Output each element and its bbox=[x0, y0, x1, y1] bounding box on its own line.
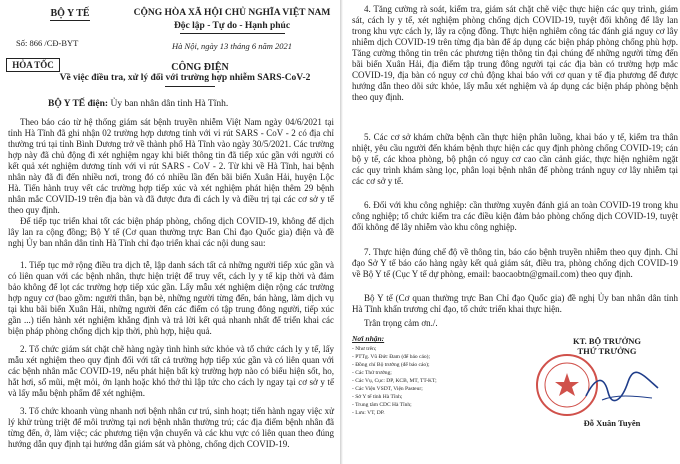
signer-name: Đỗ Xuân Tuyên bbox=[583, 418, 641, 428]
recipient-line bbox=[48, 99, 338, 109]
ministry-name: BỘ Y TẾ bbox=[50, 8, 90, 19]
signature-title-2: THỨ TRƯỞNG bbox=[577, 346, 637, 356]
national-motto: Độc lập - Tự do - Hạnh phúc bbox=[173, 21, 291, 31]
recipient-item: - PTTg. Vũ Đức Đam (để báo cáo); bbox=[352, 354, 431, 360]
page-right bbox=[342, 0, 680, 464]
item-5-paragraph: 5. Các cơ sở khám chữa bệnh cần thực hiện phân luồng, khai báo y tế, kiểm tra thân nhiệt, yêu cầu người đến khám bệnh thực hiện các quy định phòng chống COVID-19; cán bộ y tế, các khoa phòng, bộ phận có nguy cơ cao cần cảnh giác, thực hiện nghiêm ngặt các quy trình khám sàng lọc, phân loại bệnh nhân để phòng tránh nguy cơ lây nhiễm tại các cơ sở y tế. bbox=[352, 132, 678, 186]
intro2-paragraph: Để tiếp tục triển khai tốt các biện pháp phòng, chống dịch COVID-19, không để dịch lây lan ra cộng đồng; Bộ Y tế (Cơ quan thường trực Ban Chỉ đạo Quốc gia) điện và đề nghị Ủy ban nhân dân tỉnh Hà Tĩnh chỉ đạo triển khai các nội dung sau: bbox=[8, 216, 334, 248]
recipient-label: BỘ Y TẾ điện: bbox=[48, 99, 109, 109]
recipient-item: - Sở Y tế tỉnh Hà Tĩnh; bbox=[352, 394, 403, 400]
closing-paragraph: Bộ Y tế (Cơ quan thường trực Ban Chỉ đạo Quốc gia) đề nghị Ủy ban nhân dân tỉnh Hà Tĩnh khẩn trương chỉ đạo, tổ chức triển khai thực hiện. bbox=[352, 293, 678, 314]
item-1-paragraph: 1. Tiếp tục mở rộng điều tra dịch tễ, lập danh sách tất cả những người tiếp xúc gần và có liên quan với các bệnh nhân, thực hiện triệt để truy vết, cách ly y tế kịp thời và đảm bảo không để lọt các trường hợp tiếp xúc gần. Lấy mẫu xét nghiệm diện rộng các trường hợp nguy cơ (bao gồm: người thân, bạn bè, những người từng đến, bán hàng, làm dịch vụ tại khu bãi biển Xuân Hải, những người đến các điểm có tập trung đông người, tiếp xúc gần ...) tiến hành xét nghiệm khẳng định và trả lời kết quả nhanh nhất để triển khai các biện pháp phòng chống dịch kịp thời, phù hợp, hiệu quả. bbox=[8, 260, 334, 336]
document-subject: Về việc điều tra, xử lý đối với trường hợp nhiễm SARS-CoV-2 bbox=[59, 73, 311, 83]
recipient-name: Ủy ban nhân dân tỉnh Hà Tĩnh. bbox=[110, 99, 229, 109]
recipients-block bbox=[352, 334, 522, 423]
recipient-item: - Như trên; bbox=[352, 346, 377, 352]
document-number: Số: 866 /CĐ-BYT bbox=[16, 38, 79, 48]
signature-title-1: KT. BỘ TRƯỞNG bbox=[572, 336, 642, 346]
recipients-label: Nơi nhận: bbox=[352, 334, 385, 343]
recipient-item: - Các Thứ trưởng; bbox=[352, 370, 392, 376]
place-date: Hà Nội, ngày 13 tháng 6 năm 2021 bbox=[172, 41, 292, 51]
subject-underline bbox=[165, 86, 215, 87]
ministry-underline bbox=[50, 20, 90, 21]
motto-underline bbox=[180, 33, 285, 34]
regards-line: Trân trọng cảm ơn./. bbox=[364, 318, 438, 328]
item-6-paragraph: 6. Đối với khu công nghiệp: cần thường xuyên đánh giá an toàn COVID-19 trong khu công nghiệp; tổ chức kiểm tra các điều kiện đảm bảo phòng chống dịch COVID-19, tuyệt đối không để lây nhiễm vào khu công nghiệp. bbox=[352, 200, 678, 232]
recipient-item: - Trung tâm CDC Hà Tĩnh; bbox=[352, 402, 412, 408]
intro-paragraph: Theo báo cáo từ hệ thống giám sát bệnh truyền nhiễm Việt Nam ngày 04/6/2021 tại tỉnh Hà Tĩnh đã ghi nhận 02 trường hợp dương tính với vi rút SARS - CoV - 2 có địa chỉ thường trú tại tỉnh Bình Dương trở về thành phố Hà Tĩnh vào ngày 30/5/2021. Các trường hợp này đã chủ động đi xét nghiệm ngay khi biết thông tin đã tiếp xúc gần với người có kết quả xét nghiệm dương tính với vi rút SARS - CoV - 2. Từ khi về Hà Tĩnh, hai bệnh nhân này đã đi đến nhiều nơi, trong đó có nhiều lần đến bãi biển Xuân Hải, huyện Lộc Hà. Tiến hành truy vết các trường hợp tiếp xúc và xét nghiệm phát hiện thêm 29 bệnh nhân mắc COVID-19 trên địa bàn và đã được đưa đi cách ly và điều trị tại các cơ sở y tế theo quy định. bbox=[8, 117, 334, 215]
recipient-item: - Đồng chí Bộ trưởng (để báo cáo); bbox=[352, 362, 430, 368]
handwritten-signature-icon bbox=[582, 370, 662, 406]
item-3-paragraph: 3. Tổ chức khoanh vùng nhanh nơi bệnh nhân cư trú, sinh hoạt; tiến hành ngay việc xử lý khử trùng triệt để môi trường tại nơi bệnh nhân thường trú; các địa điểm bệnh nhân đã từng đến, ở, làm việc; các phương tiện vận chuyển và các khu vực có liên quan theo đúng hướng dẫn quy định tại hướng dẫn giám sát và phòng, chống dịch COVID-19. bbox=[8, 406, 334, 449]
document-type: CÔNG ĐIỆN bbox=[171, 62, 229, 73]
recipient-item: - Các Vụ, Cục: DP, KCB, MT, TT-KT; bbox=[352, 378, 437, 384]
recipient-item: - Các Viện VSDT, Viện Pasteur; bbox=[352, 386, 423, 392]
republic-title: CỘNG HÒA XÃ HỘI CHỦ NGHĨA VIỆT NAM bbox=[133, 8, 331, 18]
item-7-paragraph: 7. Thực hiện đúng chế độ về thông tin, báo cáo bệnh truyền nhiễm theo quy định. Chỉ đạo Sở Y tế báo cáo hàng ngày kết quả giám sát, điều tra, phòng chống dịch COVID-19 về Bộ Y tế (Cục Y tế dự phòng, email: baocaobtn@gmail.com) theo quy định. bbox=[352, 247, 678, 279]
item-4-paragraph: 4. Tăng cường rà soát, kiểm tra, giám sát chặt chẽ việc thực hiện các quy trình, giám sát, cách ly y tế, xét nghiệm phòng chống dịch COVID-19, tuyệt đối không để lây lan trong khu vực cách ly, lây ra cộng đồng. Thực hiện nghiêm công tác đánh giá nguy cơ lây nhiễm dịch COVID-19 trên từng địa bàn để áp dụng các biện pháp phòng chống phù hợp. Tăng cường thông tin trên các phương tiện thông tin đại chúng để những người từng đến bãi biển Xuân Hải, địa điểm tập trung đông người tại các địa bàn có trường hợp mắc COVID-19, địa bàn có nguy cơ chủ động khai báo với cơ quan y tế địa phương để được hướng dẫn theo dõi sức khỏe, lấy mẫu xét nghiệm và áp dụng các biện pháp phòng bệnh theo quy định. bbox=[352, 4, 678, 102]
item-2-paragraph: 2. Tổ chức giám sát chặt chẽ hàng ngày tình hình sức khỏe và tổ chức cách ly y tế, lấy mẫu xét nghiệm theo quy định đối với tất cả trường hợp tiếp xúc gần và có liên quan với các bệnh nhân mắc COVID-19, nếu phát hiện bất kỳ trường hợp nào có biểu hiện sốt, ho, hắt hơi, sổ mũi, mệt mỏi, ớn lạnh hoặc khó thở thì lập tức cho cách ly ngay tại cơ sở y tế và lấy mẫu bệnh phẩm để xét nghiệm. bbox=[8, 344, 334, 398]
recipient-item: - Lưu: VT, DP. bbox=[352, 410, 385, 416]
urgency-box: HỎA TỐC bbox=[6, 58, 60, 72]
